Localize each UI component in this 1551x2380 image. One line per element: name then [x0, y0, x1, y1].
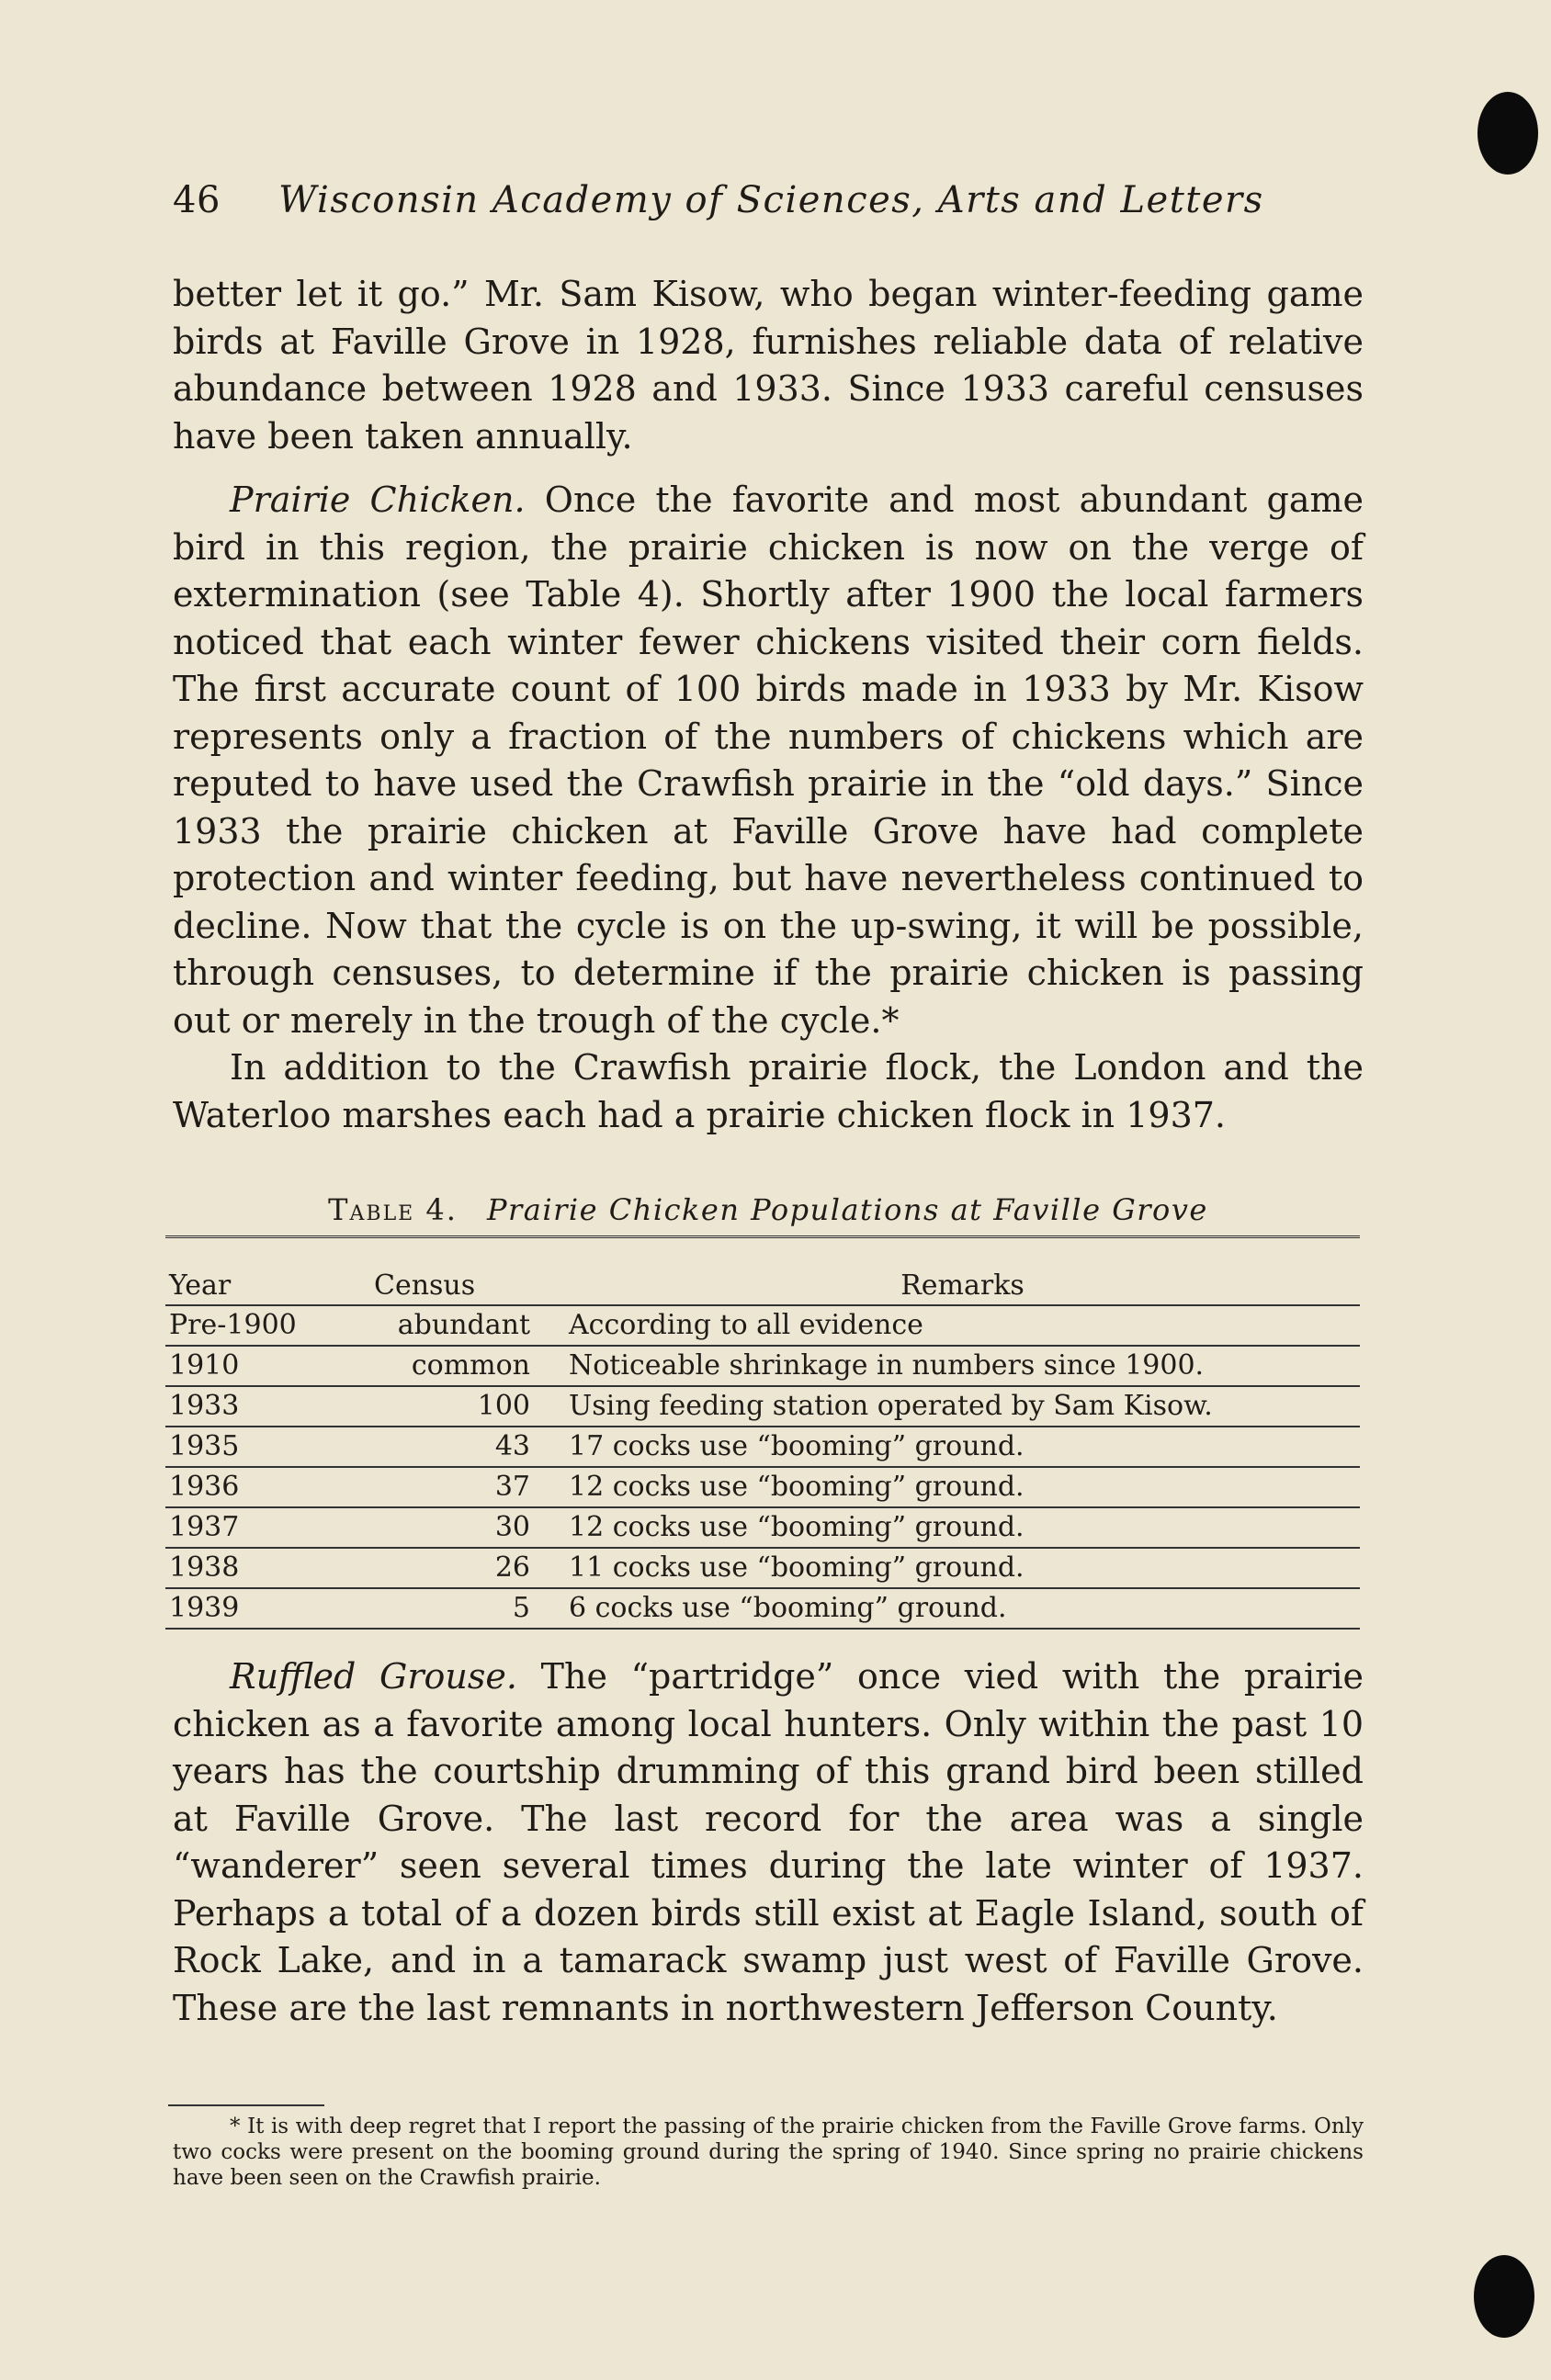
- paragraph-other-flocks: In addition to the Crawfish prairie flock, the London and the Waterloo marshes each had a prairie chicken flock in 1937.: [173, 1047, 1364, 1135]
- cell-census: 100: [352, 1386, 552, 1427]
- cell-census: abundant: [352, 1305, 552, 1346]
- cell-remarks: According to all evidence: [552, 1305, 1360, 1346]
- column-header-remarks: Remarks: [552, 1237, 1360, 1306]
- paragraph-prairie-chicken: [173, 477, 1364, 1044]
- population-table: [165, 1235, 1360, 1630]
- cell-remarks: 6 cocks use “booming” ground.: [552, 1588, 1360, 1629]
- cell-year: 1937: [165, 1507, 352, 1548]
- table-row: [165, 1548, 1360, 1588]
- page-number: 46: [173, 179, 221, 221]
- table-row: [165, 1588, 1360, 1629]
- cell-census: common: [352, 1346, 552, 1386]
- section-heading-ruffled-grouse: Ruffled Grouse.: [230, 1656, 517, 1697]
- journal-title: Wisconsin Academy of Sciences, Arts and Letters: [278, 179, 1264, 221]
- cell-remarks: 12 cocks use “booming” ground.: [552, 1467, 1360, 1507]
- cell-remarks: 12 cocks use “booming” ground.: [552, 1507, 1360, 1548]
- paragraph-prairie-chicken-text: Once the favorite and most abundant game bird in this region, the prairie chicken is now on the verge of extermination (see Table 4). Shortly after 1900 the local farmers noticed that each winter fewer chickens visited their corn fields. The first accurate count of 100 birds made in 1933 by Mr. Kisow represents only a fraction of the numbers of chickens which are reputed to have used the Crawfish prairie in the “old days.” Since 1933 the prairie chicken at Faville Grove have had complete protection and winter feeding, but have nevertheless continued to decline. Now that the cycle is on the up-swing, it will be possible, through censuses, to determine if the prairie chicken is passing out or merely in the trough of the cycle.*: [173, 479, 1364, 1041]
- cell-census: 37: [352, 1467, 552, 1507]
- table-row: [165, 1467, 1360, 1507]
- table-row: [165, 1346, 1360, 1386]
- cell-census: 30: [352, 1507, 552, 1548]
- cell-year: 1938: [165, 1548, 352, 1588]
- table-row: [165, 1305, 1360, 1346]
- cell-remarks: 11 cocks use “booming” ground.: [552, 1548, 1360, 1588]
- paragraph-ruffled-grouse-text: The “partridge” once vied with the prairie chicken as a favorite among local hunters. Only within the past 10 years has the courtship drumming of this grand bird been stilled at Faville Grove. The last record for the area was a single “wanderer” seen several times during the late winter of 1937. Perhaps a total of a dozen birds still exist at Eagle Island, south of Rock Lake, and in a tamarack swamp just west of Faville Grove. These are the last remnants in northwestern Jefferson County.: [173, 1656, 1364, 2028]
- cell-census: 26: [352, 1548, 552, 1588]
- column-header-year: Year: [165, 1237, 352, 1306]
- cell-year: 1933: [165, 1386, 352, 1427]
- cell-remarks: 17 cocks use “booming” ground.: [552, 1427, 1360, 1467]
- table-row: [165, 1386, 1360, 1427]
- table-label: Table 4.: [328, 1192, 458, 1227]
- cell-remarks: Using feeding station operated by Sam Kisow.: [552, 1386, 1360, 1427]
- cell-year: 1935: [165, 1427, 352, 1467]
- footnote-rule: [168, 2104, 324, 2106]
- table-title: Prairie Chicken Populations at Faville Grove: [486, 1192, 1208, 1227]
- table-header-row: [165, 1237, 1360, 1306]
- cell-census: 5: [352, 1588, 552, 1629]
- running-head: [173, 179, 1367, 221]
- table-caption: [173, 1192, 1364, 1227]
- table-row: [165, 1427, 1360, 1467]
- footnote: * It is with deep regret that I report the passing of the prairie chicken from the Faville Grove farms. Only two cocks were present on the booming ground during the spring of 1940. Since spring no prairie chickens have been seen on the Crawfish prairie.: [173, 2115, 1364, 2190]
- paragraph-continuation: better let it go.” Mr. Sam Kisow, who began winter-feeding game birds at Faville Grove in 1928, furnishes reliable data of relative abundance between 1928 and 1933. Since 1933 careful censuses have been taken annually.: [173, 274, 1364, 457]
- body-text-bottom: [173, 1653, 1364, 2032]
- table-row: [165, 1507, 1360, 1548]
- binder-hole-top: [1477, 92, 1538, 175]
- cell-year: 1939: [165, 1588, 352, 1629]
- cell-remarks: Noticeable shrinkage in numbers since 1900.: [552, 1346, 1360, 1386]
- cell-year: Pre-1900: [165, 1305, 352, 1346]
- cell-year: 1936: [165, 1467, 352, 1507]
- cell-year: 1910: [165, 1346, 352, 1386]
- paragraph-ruffled-grouse: [173, 1653, 1364, 2032]
- cell-census: 43: [352, 1427, 552, 1467]
- section-heading-prairie-chicken: Prairie Chicken.: [230, 479, 526, 520]
- binder-hole-bottom: [1474, 2255, 1534, 2338]
- column-header-census: Census: [352, 1237, 552, 1306]
- body-text-top: [173, 271, 1364, 1139]
